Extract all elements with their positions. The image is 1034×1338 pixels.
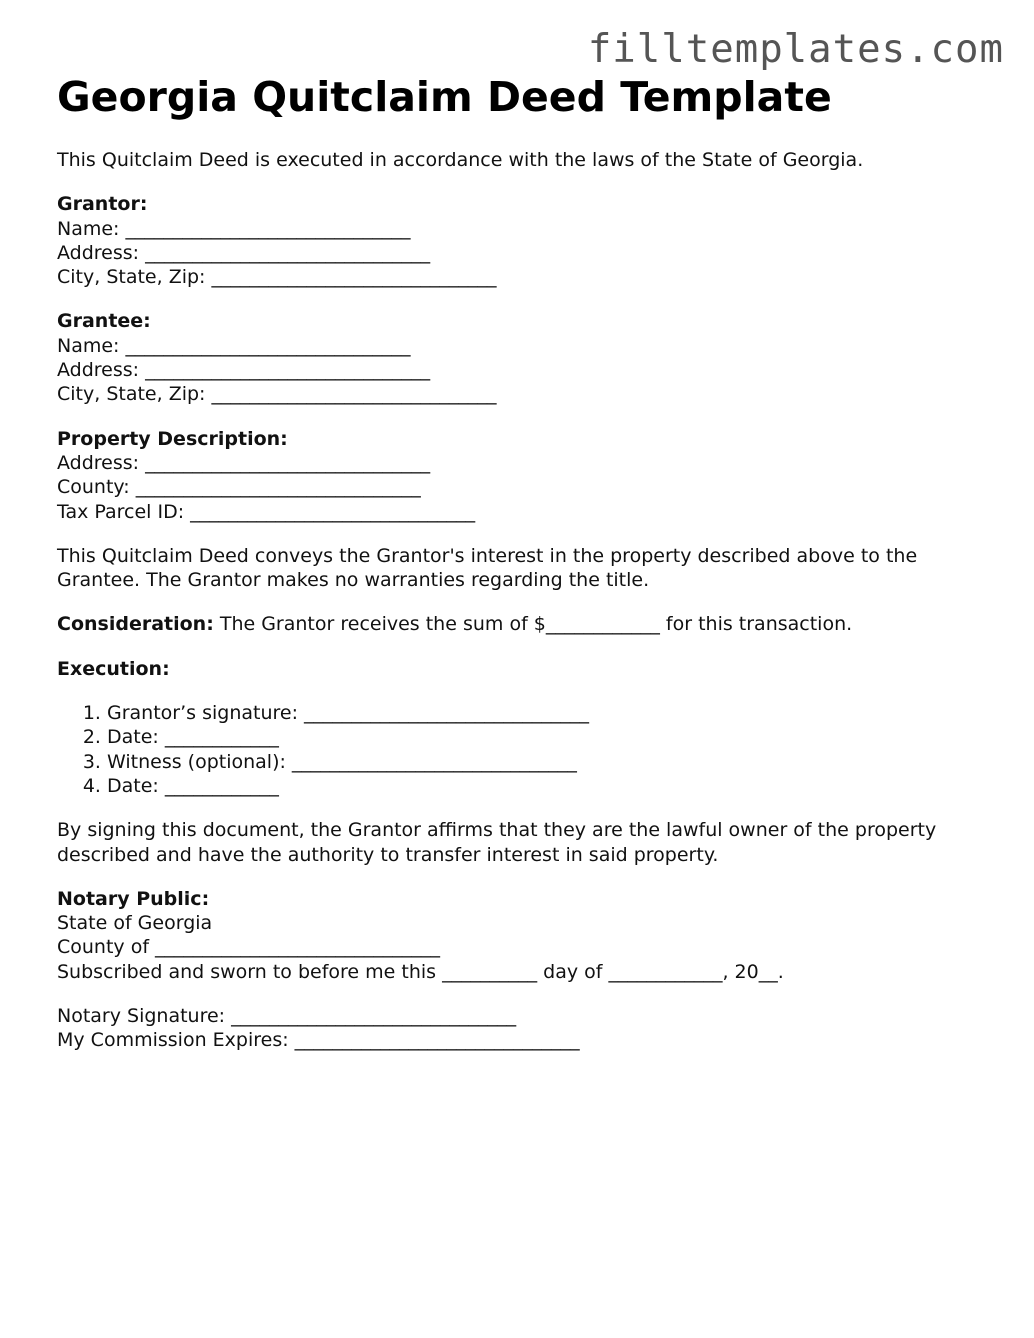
notary-heading: Notary Public: [57, 887, 210, 910]
grantee-heading: Grantee: [57, 310, 151, 333]
notary-county-field[interactable]: County of ______________________________ [57, 936, 441, 959]
grantor-section [57, 192, 997, 289]
notary-state: State of Georgia [57, 912, 213, 935]
notary-section [57, 887, 997, 984]
execution-heading: Execution: [57, 657, 170, 680]
property-heading: Property Description: [57, 427, 288, 450]
property-section [57, 427, 997, 524]
intro-text: This Quitclaim Deed is executed in accordance with the laws of the State of Georgia. [57, 149, 864, 171]
property-county-field[interactable]: County: ______________________________ [57, 476, 421, 499]
property-parcel-field[interactable]: Tax Parcel ID: ______________________________ [57, 500, 476, 523]
consideration-amount-field[interactable]: The Grantor receives the sum of $____________ for this transaction. [213, 613, 853, 636]
grantee-address-field[interactable]: Address: ______________________________ [57, 359, 431, 382]
witness-field[interactable]: 3. Witness (optional): ______________________________ [107, 750, 997, 774]
witness-date-field[interactable]: 4. Date: ____________ [107, 774, 997, 798]
execution-section [57, 657, 997, 798]
consideration-label: Consideration: [57, 613, 214, 636]
grantee-section [57, 309, 997, 406]
watermark-logo: filltemplates.com [587, 27, 1004, 72]
commission-expires-field[interactable]: My Commission Expires: ______________________________ [57, 1029, 580, 1052]
grantee-name-field[interactable]: Name: ______________________________ [57, 334, 411, 357]
grantor-heading: Grantor: [57, 193, 148, 216]
grantor-date-field[interactable]: 2. Date: ____________ [107, 725, 997, 749]
property-address-field[interactable]: Address: ______________________________ [57, 451, 431, 474]
consideration-paragraph [57, 612, 997, 636]
grantee-city-field[interactable]: City, State, Zip: ______________________________ [57, 383, 497, 406]
grantor-address-field[interactable]: Address: ______________________________ [57, 241, 431, 264]
notary-sworn-field[interactable]: Subscribed and sworn to before me this __________ day of ____________, 20__. [57, 960, 784, 983]
document-page [57, 73, 997, 1053]
affirmation-text: By signing this document, the Grantor affirms that they are the lawful owner of the property described and have the authority to transfer interest in said property. [57, 819, 937, 866]
grantor-name-field[interactable]: Name: ______________________________ [57, 217, 411, 240]
grantor-signature-field[interactable]: 1. Grantor’s signature: ______________________________ [107, 701, 997, 725]
execution-list [57, 701, 997, 798]
conveyance-text: This Quitclaim Deed conveys the Grantor's interest in the property described above to the Grantee. The Grantor makes no warranties regarding the title. [57, 544, 918, 592]
signature-section [57, 1004, 997, 1053]
notary-signature-field[interactable]: Notary Signature: ______________________________ [57, 1005, 517, 1028]
grantor-city-field[interactable]: City, State, Zip: ______________________________ [57, 266, 497, 289]
page-title: Georgia Quitclaim Deed Template [57, 73, 832, 121]
